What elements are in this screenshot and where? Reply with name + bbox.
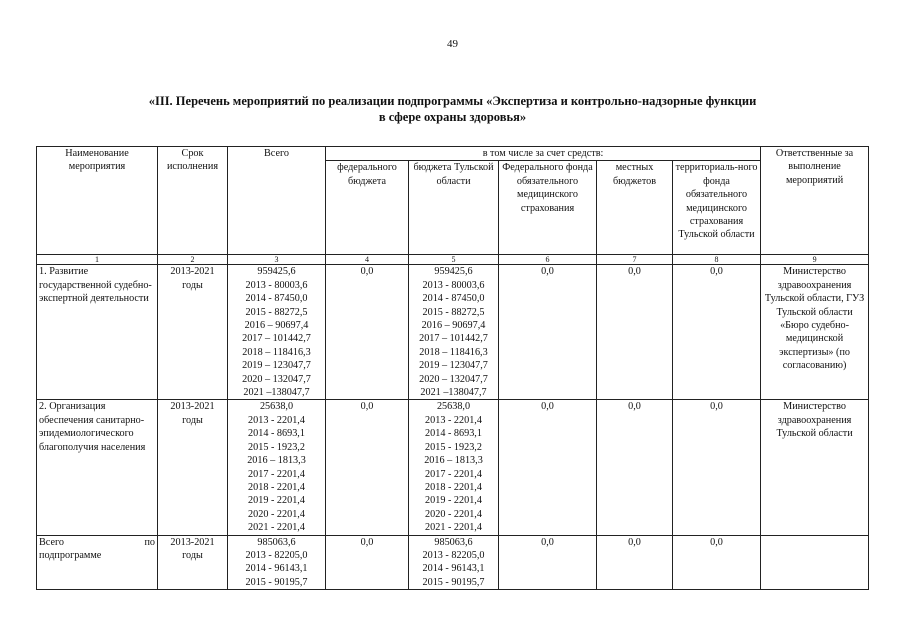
measure-name: 1. Развитие государственной судебно-экспертной деятельности — [37, 265, 158, 400]
amount-line: 2020 – 132047,7 — [242, 373, 311, 385]
column-number: 7 — [597, 255, 673, 265]
header-row-1 — [37, 147, 869, 161]
column-number: 2 — [158, 255, 228, 265]
header-term: Срок исполнения — [158, 147, 228, 255]
amount-line: 2014 - 96143,1 — [422, 563, 485, 575]
amount-line: 2015 - 90195,7 — [245, 576, 308, 588]
title-line-1: «III. Перечень мероприятий по реализации подпрограммы «Экспертиза и контрольно-надзорные функции — [148, 94, 757, 108]
name-second-line: подпрограмме — [39, 549, 102, 561]
measure-local: 0,0 — [597, 400, 673, 535]
amount-line: 985063,6 — [257, 536, 296, 548]
amount-line: 2014 - 8693,1 — [425, 428, 482, 440]
measure-terr-fund: 0,0 — [673, 535, 761, 590]
measures-table — [36, 146, 869, 590]
amount-line: 2015 - 1923,2 — [425, 441, 482, 453]
column-number: 9 — [761, 255, 869, 265]
measure-federal: 0,0 — [326, 535, 409, 590]
amount-line: 2016 – 90697,4 — [421, 320, 486, 332]
amount-line: 2018 – 118416,3 — [242, 346, 311, 358]
column-number: 1 — [37, 255, 158, 265]
header-name: Наименование мероприятия — [37, 147, 158, 255]
measure-federal: 0,0 — [326, 400, 409, 535]
amount-line: 2017 - 2201,4 — [248, 468, 305, 480]
amount-line: 959425,6 — [434, 266, 473, 278]
measure-responsible — [761, 535, 869, 590]
amount-line: 2020 - 2201,4 — [425, 508, 482, 520]
amount-line: 959425,6 — [257, 266, 296, 278]
page-title — [60, 93, 845, 125]
measure-regional — [409, 535, 499, 590]
amount-line: 2013 - 2201,4 — [425, 414, 482, 426]
amount-line: 2020 - 2201,4 — [248, 508, 305, 520]
amount-line: 2015 - 1923,2 — [248, 441, 305, 453]
amount-line: 2018 – 118416,3 — [419, 346, 488, 358]
amount-line: 2021 –138047,7 — [420, 387, 487, 399]
amount-line: 2014 - 8693,1 — [248, 428, 305, 440]
amount-line: 2021 - 2201,4 — [425, 522, 482, 534]
amount-line: 2021 - 2201,4 — [248, 522, 305, 534]
amount-line: 2018 - 2201,4 — [248, 481, 305, 493]
amount-line: 2013 - 82205,0 — [422, 549, 485, 561]
column-number: 3 — [228, 255, 326, 265]
header-total: Всего — [228, 147, 326, 255]
amount-line: 2019 – 123047,7 — [419, 360, 488, 372]
amount-line: 2016 – 90697,4 — [244, 320, 309, 332]
amount-line: 2014 - 87450,0 — [422, 293, 485, 305]
amount-line: 2015 - 90195,7 — [422, 576, 485, 588]
measure-name: 2. Организация обеспечения санитарно-эпидемиологического благополучия населения — [37, 400, 158, 535]
header-fed-fund: Федерального фонда обязательного медицинского страхования — [499, 161, 597, 255]
measure-term: 2013-2021 годы — [158, 265, 228, 400]
amount-line: 2019 – 123047,7 — [242, 360, 311, 372]
amount-line: 25638,0 — [259, 401, 294, 413]
amount-line: 25638,0 — [436, 401, 471, 413]
header-terr-fund: территориаль-ного фонда обязательного медицинского страхования Тульской области — [673, 161, 761, 255]
measure-terr-fund: 0,0 — [673, 265, 761, 400]
header-responsible: Ответственные за выполнение мероприятий — [761, 147, 869, 255]
amount-line: 2021 –138047,7 — [243, 387, 310, 399]
measure-fed-fund: 0,0 — [499, 265, 597, 400]
measure-term: 2013-2021 годы — [158, 400, 228, 535]
table-row — [37, 400, 869, 535]
amount-line: 985063,6 — [434, 536, 473, 548]
amount-line: 2013 - 80003,6 — [245, 279, 308, 291]
amount-line: 2019 - 2201,4 — [248, 495, 305, 507]
column-number: 5 — [409, 255, 499, 265]
measure-total — [228, 265, 326, 400]
column-number-row — [37, 255, 869, 265]
amount-line: 2017 – 101442,7 — [419, 333, 488, 345]
measure-responsible: Министерство здравоохранения Тульской области — [761, 400, 869, 535]
measure-name — [37, 535, 158, 590]
amount-line: 2015 - 88272,5 — [245, 306, 308, 318]
amount-line: 2014 - 96143,1 — [245, 563, 308, 575]
amount-line: 2017 - 2201,4 — [425, 468, 482, 480]
amount-line: 2018 - 2201,4 — [425, 481, 482, 493]
amount-line: 2016 – 1813,3 — [424, 455, 483, 467]
measure-terr-fund: 0,0 — [673, 400, 761, 535]
amount-line: 2013 - 80003,6 — [422, 279, 485, 291]
column-number: 6 — [499, 255, 597, 265]
name-word: Всего — [39, 536, 64, 548]
measure-fed-fund: 0,0 — [499, 535, 597, 590]
column-number: 8 — [673, 255, 761, 265]
amount-line: 2017 – 101442,7 — [242, 333, 311, 345]
column-number: 4 — [326, 255, 409, 265]
header-federal: федерального бюджета — [326, 161, 409, 255]
header-regional: бюджета Тульской области — [409, 161, 499, 255]
measure-regional — [409, 265, 499, 400]
amount-line: 2016 – 1813,3 — [247, 455, 306, 467]
amount-line: 2013 - 2201,4 — [248, 414, 305, 426]
table-row — [37, 265, 869, 400]
measure-local: 0,0 — [597, 535, 673, 590]
measure-regional — [409, 400, 499, 535]
header-including: в том числе за счет средств: — [326, 147, 761, 161]
measure-total — [228, 535, 326, 590]
measure-total — [228, 400, 326, 535]
amount-line: 2020 – 132047,7 — [419, 373, 488, 385]
name-first-line — [39, 536, 155, 549]
amount-line: 2014 - 87450,0 — [245, 293, 308, 305]
page-number: 49 — [447, 38, 458, 50]
name-word: по — [144, 536, 155, 548]
table-row — [37, 535, 869, 590]
measure-fed-fund: 0,0 — [499, 400, 597, 535]
measure-federal: 0,0 — [326, 265, 409, 400]
measure-responsible: Министерство здравоохранения Тульской области, ГУЗ Тульской области «Бюро судебно-медицинской экспертизы» (по согласованию) — [761, 265, 869, 400]
amount-line: 2013 - 82205,0 — [245, 549, 308, 561]
measure-term: 2013-2021 годы — [158, 535, 228, 590]
measure-local: 0,0 — [597, 265, 673, 400]
amount-line: 2015 - 88272,5 — [422, 306, 485, 318]
title-line-2: в сфере охраны здоровья» — [378, 110, 527, 124]
header-local: местных бюджетов — [597, 161, 673, 255]
amount-line: 2019 - 2201,4 — [425, 495, 482, 507]
